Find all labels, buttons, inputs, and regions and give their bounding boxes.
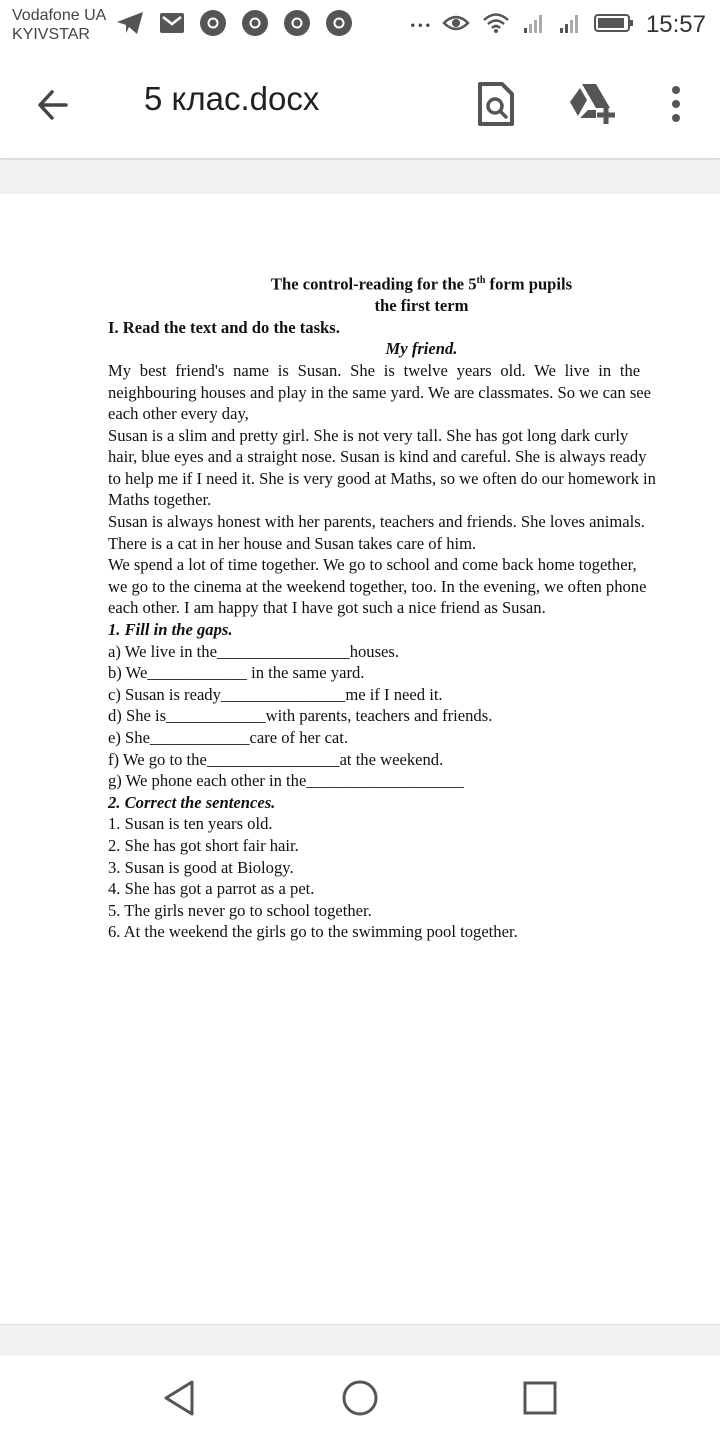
story-line: My best friend's name is Susan. She is twelve years old. We live in the bbox=[108, 360, 641, 380]
gap-fill-item: b) We____________ in the same yard. bbox=[108, 663, 365, 683]
story-line: we go to the cinema at the weekend together, too. In the evening, we often phone bbox=[108, 576, 647, 596]
chrome-icon bbox=[199, 9, 227, 42]
correction-item: 2. She has got short fair hair. bbox=[108, 835, 299, 855]
heading-text: The control-reading for the 5 bbox=[270, 274, 477, 294]
nav-recents-button[interactable] bbox=[520, 1378, 560, 1418]
story-line: Susan is always honest with her parents, teachers and friends. She loves animals. bbox=[108, 512, 645, 532]
document-page[interactable] bbox=[0, 194, 720, 1324]
telegram-icon bbox=[115, 10, 145, 41]
story-line: to help me if I need it. She is very good at Maths, so we often do our homework in bbox=[108, 468, 656, 488]
nav-home-button[interactable] bbox=[340, 1378, 380, 1418]
more-vert-icon bbox=[660, 82, 692, 126]
correction-item: 4. She has got a parrot as a pet. bbox=[108, 879, 315, 899]
gap-fill-item: e) She____________care of her cat. bbox=[108, 728, 349, 747]
document-heading bbox=[108, 270, 720, 295]
add-to-drive-button[interactable] bbox=[566, 80, 618, 128]
document-content bbox=[108, 270, 720, 943]
task-1-title: 1. Fill in the gaps. bbox=[108, 620, 233, 640]
task-2-title: 2. Correct the sentences. bbox=[108, 792, 276, 812]
gap-fill-item: f) We go to the________________at the weekend. bbox=[108, 749, 444, 769]
document-subheading: the first term bbox=[374, 296, 469, 316]
app-bar bbox=[0, 50, 720, 159]
circle-home-icon bbox=[340, 1378, 380, 1418]
gap-fill-item: a) We live in the________________houses. bbox=[108, 641, 400, 661]
carrier-2: KYIVSTAR bbox=[12, 26, 90, 43]
gap-fill-item: g) We phone each other in the___________________ bbox=[108, 771, 464, 791]
chrome-icon bbox=[283, 9, 311, 42]
section-heading: I. Read the text and do the tasks. bbox=[108, 317, 340, 337]
correction-item: 3. Susan is good at Biology. bbox=[108, 857, 294, 877]
back-button[interactable] bbox=[30, 84, 82, 126]
story-line: hair, blue eyes and a straight nose. Susan is kind and careful. She is always ready bbox=[108, 447, 647, 467]
gap-fill-item: c) Susan is ready_______________me if I need it. bbox=[108, 684, 443, 704]
arrow-left-icon bbox=[30, 84, 82, 126]
system-icons bbox=[399, 10, 706, 40]
heading-text-rest: form pupils bbox=[485, 274, 573, 294]
story-line: Maths together. bbox=[108, 490, 212, 510]
navigation-bar bbox=[0, 1356, 720, 1440]
signal-icon bbox=[522, 12, 546, 39]
story-line: each other every day, bbox=[108, 404, 249, 424]
eye-comfort-icon bbox=[442, 13, 470, 38]
notification-icons bbox=[115, 10, 367, 40]
find-in-document-button[interactable] bbox=[474, 80, 518, 128]
correction-item: 1. Susan is ten years old. bbox=[108, 814, 273, 834]
drive-add-icon bbox=[566, 80, 618, 128]
story-line: each other. I am happy that I have got such a nice friend as Susan. bbox=[108, 598, 546, 618]
correction-item: 5. The girls never go to school together. bbox=[108, 900, 372, 920]
carrier-1: Vodafone UA bbox=[12, 7, 107, 24]
story-line: There is a cat in her house and Susan takes care of him. bbox=[108, 533, 477, 553]
page-gap bbox=[0, 1324, 720, 1357]
more-options-button[interactable] bbox=[660, 82, 692, 126]
story-line: neighbouring houses and play in the same yard. We are classmates. So we can see bbox=[108, 382, 652, 402]
story-line: We spend a lot of time together. We go to school and come back home together, bbox=[108, 555, 637, 575]
battery-icon bbox=[594, 13, 634, 38]
square-recents-icon bbox=[520, 1378, 560, 1418]
nav-back-button[interactable] bbox=[160, 1378, 200, 1418]
correction-item: 6. At the weekend the girls go to the swimming pool together. bbox=[108, 922, 518, 942]
more-notifications-icon: • • • bbox=[410, 18, 430, 32]
page-gap bbox=[0, 160, 720, 194]
gap-fill-item: d) She is____________with parents, teachers and friends. bbox=[108, 706, 493, 726]
wifi-icon bbox=[482, 12, 510, 39]
status-bar bbox=[0, 0, 720, 50]
clock: 15:57 bbox=[645, 11, 706, 38]
triangle-back-icon bbox=[160, 1378, 200, 1418]
chrome-icon bbox=[241, 9, 269, 42]
heading-superscript: th bbox=[476, 275, 486, 286]
chrome-icon bbox=[325, 9, 353, 42]
search-document-icon bbox=[474, 80, 518, 128]
carrier-info bbox=[12, 6, 106, 44]
story-line: Susan is a slim and pretty girl. She is not very tall. She has got long dark curly bbox=[108, 425, 629, 445]
document-title: 5 клас.docx bbox=[144, 80, 320, 117]
signal-icon bbox=[558, 12, 582, 39]
story-title: My friend. bbox=[385, 339, 458, 359]
gmail-icon bbox=[159, 12, 185, 39]
